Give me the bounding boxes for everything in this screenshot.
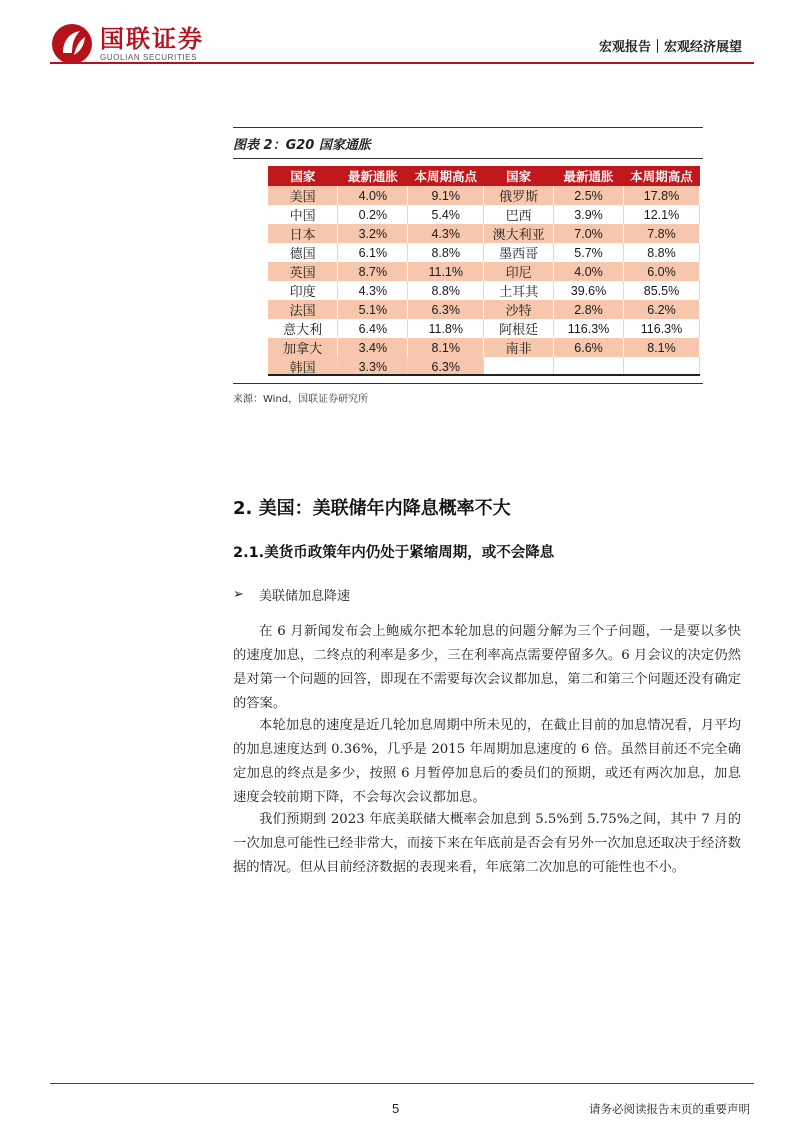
guolian-logo-icon [50,22,94,66]
col-header: 本周期高点 [408,166,484,186]
table-cell: 沙特 [484,300,554,319]
page-number: 5 [392,1101,400,1116]
table-cell: 11.8% [408,319,484,338]
table-cell: 土耳其 [484,281,554,300]
table-row [268,224,700,243]
table-cell: 5.1% [338,300,408,319]
subsection-title: 2.1.美货币政策年内仍处于紧缩周期，或不会降息 [233,545,555,561]
table-cell: 0.2% [338,205,408,224]
table-cell [624,357,700,376]
table-cell: 印尼 [484,262,554,281]
table-cell [554,357,624,376]
disclaimer: 请务必阅读报告末页的重要声明 [589,1102,750,1116]
table-cell: 5.7% [554,243,624,262]
bullet-label: 美联储加息降速 [259,589,351,604]
table-row [268,281,700,300]
table-cell: 4.0% [338,186,408,205]
table-cell: 阿根廷 [484,319,554,338]
caption-bottom-rule [233,158,703,159]
table-cell: 6.3% [408,300,484,319]
source-rule [233,383,703,384]
table-cell: 2.5% [554,186,624,205]
table-header-row [268,166,700,186]
table-cell: 7.8% [624,224,700,243]
table-cell: 印度 [268,281,338,300]
table-cell: 英国 [268,262,338,281]
paragraph: 在 6 月新闻发布会上鲍威尔把本轮加息的问题分解为三个子问题，一是要以多快的速度加息，二终点的利率是多少，三在利率高点需要停留多久。6 月会议的决定仍然是对第一个问题的回答，即现在不需要每次会议都加息，第二和第三个问题还没有确定的答案。 [233,624,741,711]
col-header: 本周期高点 [624,166,700,186]
footer-divider [50,1083,754,1084]
table-cell: 39.6% [554,281,624,300]
paragraph: 本轮加息的速度是近几轮加息周期中所未见的，在截止目前的加息情况看，月平均的加息速度达到 0.36%，几乎是 2015 年周期加息速度的 6 倍。虽然目前还不完全确定加息的终点是多少，按照 6 月暂停加息后的委员们的预期，或还有两次加息，加息速度会较前期下降，不会每次会议都加息。 [233,718,741,805]
table-cell: 3.9% [554,205,624,224]
col-header: 最新通胀 [554,166,624,186]
logo-english-name: GUOLIAN SECURITIES [100,52,198,62]
caption-top-rule [233,127,703,128]
table-cell: 12.1% [624,205,700,224]
table-cell: 85.5% [624,281,700,300]
table-row [268,319,700,338]
col-header: 国家 [484,166,554,186]
table-row [268,338,700,357]
table-cell: 6.2% [624,300,700,319]
table-cell: 5.4% [408,205,484,224]
table-cell: 116.3% [624,319,700,338]
table-row [268,300,700,319]
table-row [268,205,700,224]
table-cell: 中国 [268,205,338,224]
company-logo [50,22,204,66]
table-cell: 9.1% [408,186,484,205]
table-cell: 116.3% [554,319,624,338]
table-cell: 墨西哥 [484,243,554,262]
table-cell: 6.0% [624,262,700,281]
table-cell: 8.8% [624,243,700,262]
table-cell: 6.1% [338,243,408,262]
table-row [268,243,700,262]
table-cell: 澳大利亚 [484,224,554,243]
table-cell: 6.6% [554,338,624,357]
report-type: 宏观报告｜宏观经济展望 [598,40,742,55]
table-cell: 3.4% [338,338,408,357]
table-cell: 4.3% [408,224,484,243]
table-cell: 8.1% [624,338,700,357]
logo-chinese-name: 国联证券 [100,24,204,53]
table-cell: 法国 [268,300,338,319]
table-cell: 日本 [268,224,338,243]
table-cell: 8.7% [338,262,408,281]
figure-source: 来源：Wind，国联证券研究所 [233,394,369,405]
table-cell: 加拿大 [268,338,338,357]
header-divider [50,62,754,64]
col-header: 最新通胀 [338,166,408,186]
table-cell: 8.8% [408,243,484,262]
table-cell: 8.8% [408,281,484,300]
bullet-item [233,585,350,604]
table-cell: 德国 [268,243,338,262]
table-cell: 4.0% [554,262,624,281]
table-cell: 韩国 [268,357,338,376]
figure-caption: 图表 2：G20 国家通胀 [233,138,371,153]
table-cell: 8.1% [408,338,484,357]
g20-inflation-table [268,166,700,376]
table-row [268,357,700,376]
table-cell: 17.8% [624,186,700,205]
table-cell: 巴西 [484,205,554,224]
table-cell: 3.2% [338,224,408,243]
section-title: 2. 美国：美联储年内降息概率不大 [233,498,511,519]
table-row [268,186,700,205]
table-cell: 2.8% [554,300,624,319]
table-row [268,262,700,281]
table-cell: 11.1% [408,262,484,281]
paragraph: 我们预期到 2023 年底美联储大概率会加息到 5.5%到 5.75%之间，其中 7 月的一次加息可能性已经非常大，而接下来在年底前是否会有另外一次加息还取决于经济数据的情况。但从目前经济数据的表现来看，年底第二次加息的可能性也不小。 [233,812,741,875]
table-cell: 6.3% [408,357,484,376]
table-cell: 美国 [268,186,338,205]
table-cell: 意大利 [268,319,338,338]
arrow-bullet-icon: ➢ [233,587,244,602]
table-cell [484,357,554,376]
col-header: 国家 [268,166,338,186]
table-cell: 南非 [484,338,554,357]
table-cell: 6.4% [338,319,408,338]
table-cell: 3.3% [338,357,408,376]
table-cell: 俄罗斯 [484,186,554,205]
table-cell: 7.0% [554,224,624,243]
table-cell: 4.3% [338,281,408,300]
